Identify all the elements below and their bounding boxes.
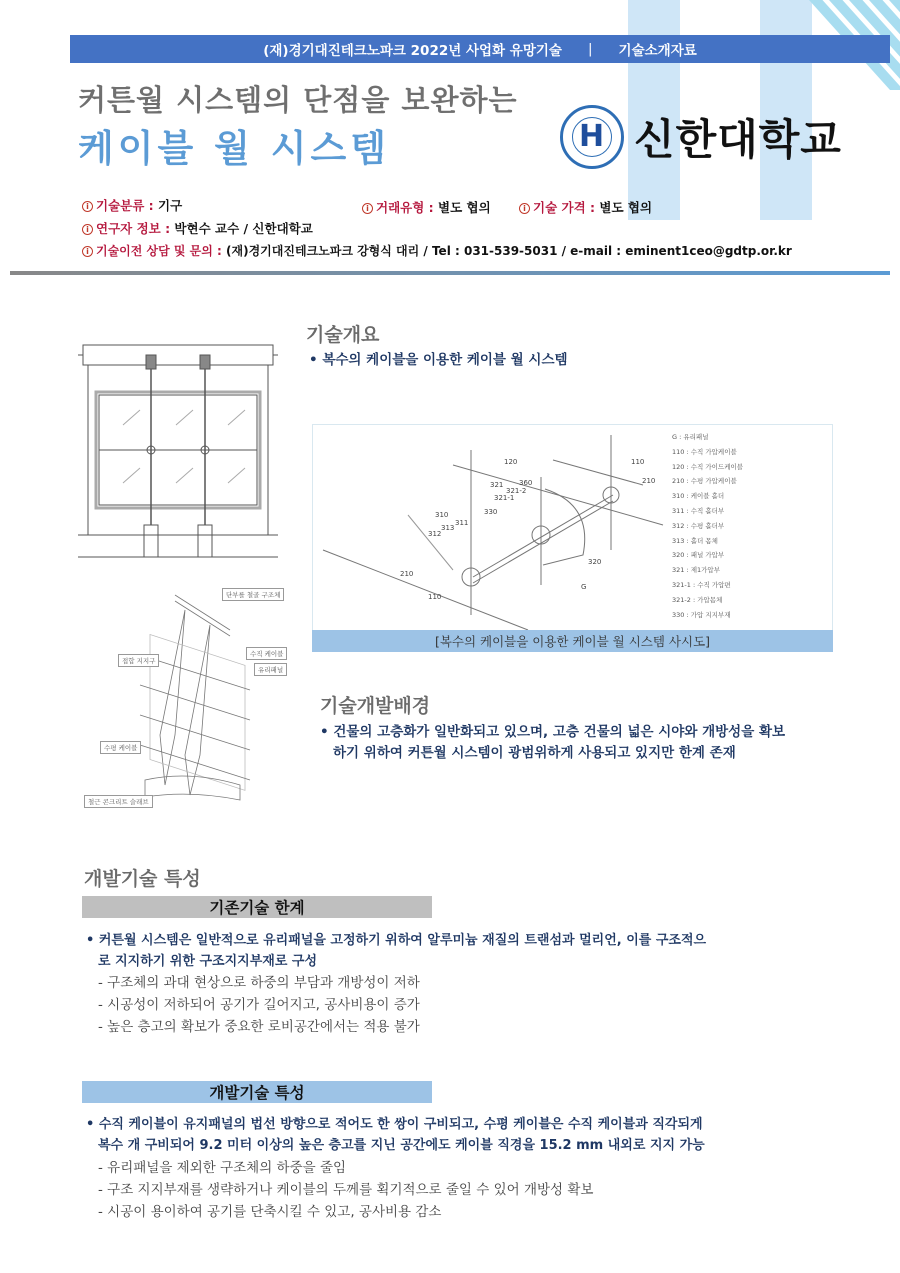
info-price: i 기술 가격 : 별도 협의 <box>519 198 652 216</box>
info-trade-type: i 거래유형 : 별도 협의 <box>362 198 491 216</box>
tech-bullet-line2: 복수 개 구비되어 9.2 미터 이상의 높은 층고를 지닌 공간에도 케이블 직경을 15.2 mm 내외로 지지 가능 <box>98 1138 705 1153</box>
fig-num-311: 311 <box>455 519 469 527</box>
legend-item: 321 : 제1가압부 <box>672 566 720 575</box>
banner-title: (재)경기대진테크노파크 2022년 사업화 유망기술 <box>263 43 562 59</box>
fig-num-330: 330 <box>484 508 498 516</box>
top-banner <box>70 35 890 63</box>
university-name: 신한대학교 <box>634 115 842 164</box>
limits-sub-3: - 높은 층고의 확보가 중요한 로비공간에서는 적용 불가 <box>98 1019 420 1035</box>
legend-item: 210 : 수평 가압케이블 <box>672 477 737 486</box>
legend-item: 321-1 : 수직 가압편 <box>672 580 731 589</box>
info-icon: i <box>82 224 93 235</box>
fig-num-360: 360 <box>519 479 533 487</box>
legend-item: 330 : 가압 지지부재 <box>672 610 731 619</box>
banner-doc-type: 기술소개자료 <box>618 43 697 59</box>
fig-num-210-left: 210 <box>400 570 414 578</box>
university-logo <box>560 105 842 169</box>
callout-steel-structure: 단부를 철골 구조체 <box>222 588 284 601</box>
tech-bullet-line1: • 수직 케이블이 유지패널의 법선 방향으로 적어도 한 쌍이 구비되고, 수평 케이블은 수직 케이블과 직각되게 <box>86 1117 703 1132</box>
legend-item: 320 : 패널 가압부 <box>672 551 725 560</box>
legend-item: 311 : 수직 홀더부 <box>672 506 725 515</box>
info-icon: i <box>519 203 530 214</box>
tech-sub-1: - 유리패널을 제외한 구조체의 하중을 줄임 <box>98 1160 347 1176</box>
cable-wall-isometric-drawing <box>90 585 300 810</box>
legend-item: 312 : 수평 홀더부 <box>672 521 725 530</box>
background-heading: 기술개발배경 <box>320 695 431 717</box>
fig-num-320: 320 <box>588 558 602 566</box>
limits-bullet-line1: • 커튼월 시스템은 일반적으로 유리패널을 고정하기 위하여 알루미늄 재질의 트랜섬과 멀리언, 이를 구조적으 <box>86 933 707 948</box>
tech-features-bar: 개발기술 특성 <box>82 1081 432 1103</box>
info-researcher: i 연구자 정보 : 박현수 교수 / 신한대학교 <box>82 219 313 237</box>
callout-concrete-slab: 철근 콘크리트 슬래브 <box>84 795 153 808</box>
legend-item: 321-2 : 가압몸체 <box>672 595 723 604</box>
callout-glass-panel: 유리패널 <box>254 663 287 676</box>
fig-num-310: 310 <box>435 511 449 519</box>
overview-bullet: • 복수의 케이블을 이용한 케이블 월 시스템 <box>309 352 568 368</box>
perspective-diagram <box>313 425 673 630</box>
limits-bullet-line2: 로 지지하기 위한 구조지지부재로 구성 <box>98 954 318 969</box>
header-divider <box>10 271 890 275</box>
legend-item: G : 유리패널 <box>672 433 709 441</box>
fig-num-321-1: 321-1 <box>494 494 515 502</box>
page-title: 케이블 월 시스템 <box>78 127 390 170</box>
info-contact: i 기술이전 상담 및 문의 : (재)경기대진테크노파크 강형식 대리 / Tel : 031-539-5031 / e-mail : eminent1ceo@gdtp.or.kr <box>82 242 792 259</box>
info-icon: i <box>362 203 373 214</box>
university-emblem-icon: H <box>560 105 624 169</box>
callout-horizontal-cable: 수평 케이블 <box>100 741 141 754</box>
legend-item: 310 : 케이블 홀더 <box>672 492 725 501</box>
fig-num-110-bottom: 110 <box>428 593 442 601</box>
title-subheading: 커튼월 시스템의 단점을 보완하는 <box>78 83 518 117</box>
system-perspective-figure <box>312 424 833 652</box>
fig-num-110: 110 <box>631 458 645 466</box>
fig-num-120: 120 <box>504 458 518 466</box>
fig-num-321: 321 <box>490 481 504 489</box>
tech-sub-2: - 구조 지지부재를 생략하거나 케이블의 두께를 획기적으로 줄일 수 있어 개방성 확보 <box>98 1182 594 1198</box>
fig-num-210: 210 <box>642 477 656 485</box>
limits-sub-2: - 시공성이 저하되어 공기가 길어지고, 공사비용이 증가 <box>98 997 420 1013</box>
callout-vertical-cable: 수직 케이블 <box>246 647 287 660</box>
figure-legend <box>672 430 743 622</box>
fig-num-312: 312 <box>428 530 442 538</box>
overview-heading: 기술개요 <box>306 324 380 346</box>
fig-num-g: G <box>581 583 587 591</box>
tech-sub-3: - 시공이 용이하여 공기를 단축시킬 수 있고, 공사비용 감소 <box>98 1204 442 1220</box>
fig-num-321-2: 321-2 <box>506 487 527 495</box>
figure-caption: [복수의 케이블을 이용한 케이블 월 시스템 사시도] <box>312 630 833 652</box>
legend-item: 110 : 수직 가압케이블 <box>672 447 737 456</box>
banner-separator: | <box>587 41 593 57</box>
legend-item: 120 : 수직 가이드케이블 <box>672 462 744 471</box>
legend-item: 313 : 홀더 몸체 <box>672 536 718 545</box>
fig-num-313: 313 <box>441 524 455 532</box>
curtain-wall-elevation-drawing <box>78 335 278 560</box>
background-bullet-line2: 하기 위하여 커튼월 시스템이 광범위하게 사용되고 있지만 한계 존재 <box>333 745 736 761</box>
existing-limits-bar: 기존기술 한계 <box>82 896 432 918</box>
callout-joint-support: 접합 지지구 <box>118 654 159 667</box>
limits-sub-1: - 구조체의 과대 현상으로 하중의 부담과 개방성이 저하 <box>98 975 420 991</box>
features-heading: 개발기술 특성 <box>84 868 201 890</box>
info-icon: i <box>82 246 93 257</box>
info-icon: i <box>82 201 93 212</box>
info-category: i 기술분류 : 기구 <box>82 196 182 214</box>
background-bullet-line1: • 건물의 고층화가 일반화되고 있으며, 고층 건물의 넓은 시야와 개방성을 확보 <box>320 724 786 740</box>
